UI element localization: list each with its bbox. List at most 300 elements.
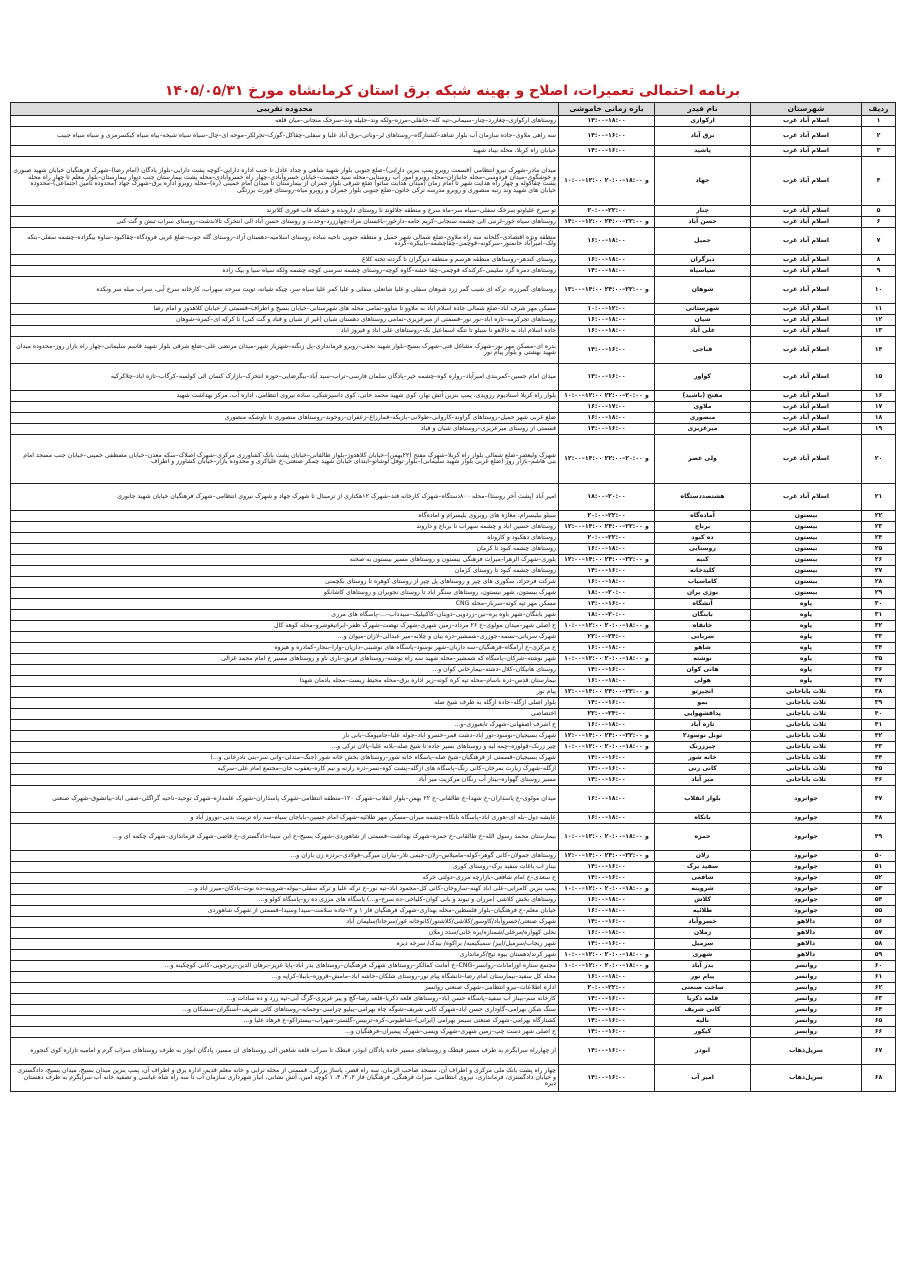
city-cell: پاوه xyxy=(751,610,862,621)
area-cell: چهار راه پشت بانک ملی مرکزی و اطراف آن، مسجد صاحب الزمان، سه راه قصر، پاساژ بزرگی، قسمتی از محله ترابی و خانه معلم قدیم، اداره برق و اطراف آن، پمپ بنزین میدان بسیج، میدان بسیج، دادگستری و خیابان دادگستری، فرمانداری، نیروی انتظامی، میراث فرهنگی، فرهنگیان فاز ۲، ۳، ۴، ۱ کوچه امین، آتش نشانی، انبار شهرداری سازمان آب تا سه راه شاه عباسی و تصفیه خانه آب سرابگرم به طرف دهستان دیره xyxy=(11,1065,559,1092)
table-row xyxy=(11,577,896,588)
outage-time-cell: ۱۴:۰۰–۱۶:۰۰ xyxy=(559,337,655,364)
table-row xyxy=(11,764,896,775)
area-cell: خ اشرف اصفهانی–شهرک تابعیوری–و... xyxy=(11,720,559,731)
feeder-cell: ارکوازی xyxy=(655,116,751,127)
row-number-cell: ۵۰ xyxy=(862,851,896,862)
row-number-cell: ۴۴ xyxy=(862,753,896,764)
table-row xyxy=(11,266,896,277)
table-row xyxy=(11,775,896,786)
feeder-cell: کلیدخانه xyxy=(655,566,751,577)
feeder-cell: پاشید xyxy=(655,146,751,157)
feeder-cell: بابنگان xyxy=(655,610,751,621)
city-cell: اسلام آباد غرب xyxy=(751,435,862,484)
city-cell: اسلام آباد غرب xyxy=(751,206,862,217)
table-row xyxy=(11,917,896,928)
table-row xyxy=(11,533,896,544)
row-number-cell: ۴۰ xyxy=(862,709,896,720)
outage-time-cell: ۱۰:۰۰–۱۲:۰۰ و ۱۸:۰۰–۲۰:۰۰ xyxy=(559,654,655,665)
city-cell: جوانرود xyxy=(751,786,862,813)
row-number-cell: ۲۸ xyxy=(862,577,896,588)
row-number-cell: ۶۵ xyxy=(862,1016,896,1027)
city-cell: بیستون xyxy=(751,577,862,588)
outage-time-cell: ۱۸:۰۰–۲۰:۰۰ xyxy=(559,484,655,511)
area-cell: خ مرکزی–خ آرامگاه–فرهنگیان–سه داربان–شهر نوسود–پاسگاه های نوشینی–داریان–وارا–بنجار–کمادره و هیروه xyxy=(11,643,559,654)
outage-time-cell: ۲۰:۰۰–۲۲:۰۰ xyxy=(559,206,655,217)
feeder-cell: خانقاه xyxy=(655,621,751,632)
feeder-cell: روستایی xyxy=(655,544,751,555)
row-number-cell: ۱۰ xyxy=(862,277,896,304)
row-number-cell: ۶۶ xyxy=(862,1027,896,1038)
table-row xyxy=(11,610,896,621)
city-cell: روانسر xyxy=(751,1005,862,1016)
area-cell: عایشه دول–بله ای–هوری اباد–پاسگاه بانکاه–چشمه میران–مسکن مهر طلائیه–شهرک امام حسین–باباجان سیاه–سه راه تربیت بدنی–نوروز آباد و xyxy=(11,813,559,824)
row-number-cell: ۱۲ xyxy=(862,315,896,326)
city-cell: جوانرود xyxy=(751,895,862,906)
schedule-document xyxy=(10,80,895,1092)
outage-time-cell: ۱۶:۰۰–۱۸:۰۰ xyxy=(559,255,655,266)
feeder-cell: زلان xyxy=(655,851,751,862)
table-row xyxy=(11,217,896,228)
city-cell: بیستون xyxy=(751,511,862,522)
area-cell: شهر کرند/دهستان بیوه نیج/کرمانداری xyxy=(11,950,559,961)
city-cell: جوانرود xyxy=(751,862,862,873)
area-cell: خیابان راه کربلا، محله بیناد شهید xyxy=(11,146,559,157)
table-row xyxy=(11,687,896,698)
city-cell: پاوه xyxy=(751,654,862,665)
feeder-cell: آتشگاه xyxy=(655,599,751,610)
area-cell: کشتارگاه بهرامی–شهرک صنعتی سیمر بهرامی (ایرانی)–شاطیونی–کره–تربیس–گلستر–شهراب–بیستراکو–خ فرهاد علیا و... xyxy=(11,1016,559,1027)
feeder-cell: کلاش xyxy=(655,895,751,906)
feeder-cell: هانی کوان xyxy=(655,665,751,676)
table-row xyxy=(11,127,896,146)
feeder-cell: حمیل xyxy=(655,228,751,255)
feeder-cell: علی آباد xyxy=(655,326,751,337)
row-number-cell: ۳۹ xyxy=(862,698,896,709)
outage-time-cell: ۲۲:۰۰–۲۴:۰۰ xyxy=(559,632,655,643)
row-number-cell: ۱ xyxy=(862,116,896,127)
row-number-cell: ۵۴ xyxy=(862,895,896,906)
table-row xyxy=(11,228,896,255)
feeder-cell: ساخت صنعتی xyxy=(655,983,751,994)
city-cell: اسلام آباد غرب xyxy=(751,228,862,255)
area-cell: روستاهای دمره گرد سلیمی–کرکندکه قوچمی–چقا حشه–گاوه کوچه–روستای چشمه سرسی کوچه چشمه ولکه سیاه سیا و بیک زاده xyxy=(11,266,559,277)
row-number-cell: ۳۸ xyxy=(862,687,896,698)
table-row xyxy=(11,435,896,484)
area-cell: مسکن مهر تپه کوته–سرباز–محله CNG xyxy=(11,599,559,610)
row-number-cell: ۵۱ xyxy=(862,862,896,873)
city-cell: دالاهو xyxy=(751,917,862,928)
area-cell: نخلی کهواره/مرخلی/شمنازه/بره خانی/سدد زملان xyxy=(11,928,559,939)
area-cell: شهر نوشته–شرکان–پاسگاه که شمشیر–محله شهید سه راه نوشته–روستاهای فرنق–ناری ناو و روستاهای مسیر خ امام محمد غزالی xyxy=(11,654,559,665)
outage-time-cell: ۱۴:۰۰–۱۲:۰۰ و ۲۲:۰۰–۲۴:۰۰ xyxy=(559,217,655,228)
outage-time-cell: ۱۴:۰۰–۱۶:۰۰ xyxy=(559,599,655,610)
feeder-cell: دیزگران xyxy=(655,255,751,266)
feeder-cell: سفید برک xyxy=(655,862,751,873)
city-cell: پاوه xyxy=(751,632,862,643)
feeder-cell: بانکاه xyxy=(655,813,751,824)
outage-time-cell: ۱۴:۰۰–۱۶:۰۰ xyxy=(559,424,655,435)
feeder-cell: حمزه xyxy=(655,824,751,851)
row-number-cell: ۶۲ xyxy=(862,983,896,994)
outage-time-cell: ۱۸:۰۰–۲۰:۰۰ xyxy=(559,588,655,599)
area-cell: روستاهای ارکوازی–چغازرد–چنار–سیمانی–تپه کله–خانقلی–مرزه–ولکه وند–جلیله وند–سرخک منجانی–میان قلعه xyxy=(11,116,559,127)
row-number-cell: ۴۶ xyxy=(862,775,896,786)
row-number-cell: ۳۴ xyxy=(862,643,896,654)
area-cell: پیام نور xyxy=(11,687,559,698)
row-number-cell: ۴ xyxy=(862,157,896,206)
row-number-cell: ۴۵ xyxy=(862,764,896,775)
table-row xyxy=(11,731,896,742)
outage-time-cell: ۱۴:۰۰–۱۶:۰۰ xyxy=(559,127,655,146)
city-cell: دالاهو xyxy=(751,950,862,961)
area-cell: خیابان معلم–خ فرهنگیان–بلوار فلسطین–محله بهداری–شهرک فرهنگیان فاز ۱ و ۲–جاده سلامت–سیدا وسیدا–قسمتی از شهرک شاهوردی xyxy=(11,906,559,917)
outage-time-cell: ۱۰:۰۰–۱۲:۰۰ و ۱۸:۰۰–۲۰:۰۰ xyxy=(559,157,655,206)
table-row xyxy=(11,304,896,315)
city-cell: پاوه xyxy=(751,621,862,632)
city-cell: ثلاث باباجانی xyxy=(751,731,862,742)
outage-time-cell: ۱۴:۰۰–۱۶:۰۰ xyxy=(559,146,655,157)
table-row xyxy=(11,206,896,217)
area-cell: منطقه ونژه اقتصادی–گلخانه سه راه ملاوی–ضلع شمالی شهر حمیل و منطقه جنوبی ناحیه ساده روستای اسلامیه–دهستان آزاد–روستای گله جوب–ضلع غربی فرودگاه–چقاکبود–ساوه بیگزاده–چشمه سفلی–بنکه ولک–امیرآباد خانمنور–سرکونه–قوچمی–چقاچشمه–بابیکره–کرده xyxy=(11,228,559,255)
outage-time-cell: ۱۴:۰۰–۱۸:۰۰ xyxy=(559,116,655,127)
table-row xyxy=(11,1005,896,1016)
city-cell: دالاهو xyxy=(751,939,862,950)
city-cell: اسلام آباد غرب xyxy=(751,326,862,337)
feeder-cell: چنار xyxy=(655,206,751,217)
area-cell: مسکن مهر شرف اباد–ضلع شمالی جاده اسلام اباد به ملاوو تا ساوو–تمامی محله های شهرستانی–خیابان بسیج و اطراف–قسمتی از خیابان کلاهدوز و امام رضا xyxy=(11,304,559,315)
outage-time-cell: ۱۴:۰۰–۱۶:۰۰ xyxy=(559,775,655,786)
area-cell: مسیر روستای گهواره–بیناز آب رنگان مرکزیت میر آباد xyxy=(11,775,559,786)
outage-time-cell: ۱۶:۰۰–۱۸:۰۰ xyxy=(559,906,655,917)
feeder-cell: کنبه xyxy=(655,555,751,566)
row-number-cell: ۳۶ xyxy=(862,665,896,676)
area-cell: قسمتی از روستای میرعزیزی–روستاهای شیان و قباد xyxy=(11,424,559,435)
city-cell: اسلام آباد غرب xyxy=(751,157,862,206)
city-cell: جوانرود xyxy=(751,884,862,895)
outage-time-cell: ۱۲:۰۰–۱۴:۰۰ و ۲۲:۰۰–۲۴:۰۰ xyxy=(559,277,655,304)
outage-time-cell: ۱۰:۰۰–۱۲:۰۰ و ۱۸:۰۰–۲۰:۰۰ xyxy=(559,621,655,632)
row-number-cell: ۳۲ xyxy=(862,621,896,632)
row-number-cell: ۸ xyxy=(862,255,896,266)
outage-time-cell: ۱۶:۰۰–۱۸:۰۰ xyxy=(559,228,655,255)
city-cell: جوانرود xyxy=(751,906,862,917)
city-cell: بیستون xyxy=(751,522,862,533)
row-number-cell: ۱۸ xyxy=(862,413,896,424)
row-number-cell: ۳۷ xyxy=(862,676,896,687)
area-cell: سه راهی ملاوی–جاده سازمان آب بلوار شاهد–کشتارگاه–روستاهای لر–وناتی–برق آباد علیا و سفلی–چقاکل–گورک–تجرلکر–موحه ای–چال–سیاه سیاه شیخه–بیاه سیاه کیکسرمزی و سیاه سیاه جبیب xyxy=(11,127,559,146)
city-cell: اسلام آباد غرب xyxy=(751,315,862,326)
city-cell: بیستون xyxy=(751,533,862,544)
header-area: محدوده تقریبی xyxy=(11,103,559,116)
city-cell: اسلام آباد غرب xyxy=(751,402,862,413)
area-cell: مجتمع ستاره اورامانات–روانسر–CNG–خ آمانت کمالکر–روستاهای شهرک فرهنگیان–روستاهای بدر اباد–پاپا عزیز–برهان الدین–زیرجوبی–کانی کوچکینه و... xyxy=(11,961,559,972)
city-cell: اسلام آباد غرب xyxy=(751,255,862,266)
table-row xyxy=(11,1038,896,1065)
feeder-cell: ملاوی xyxy=(655,402,751,413)
area-cell: روستاهای حسین اباد و چشمه سهراب تا برناج و داروند xyxy=(11,522,559,533)
row-number-cell: ۱۴ xyxy=(862,337,896,364)
row-number-cell: ۵۶ xyxy=(862,917,896,928)
outage-time-cell: ۱۶:۰۰–۱۸:۰۰ xyxy=(559,676,655,687)
row-number-cell: ۲۰ xyxy=(862,435,896,484)
feeder-cell: آماده‌گاه xyxy=(655,511,751,522)
outage-time-cell: ۱۴:۰۰–۱۶:۰۰ xyxy=(559,939,655,950)
table-row xyxy=(11,1016,896,1027)
area-cell: بدره ای–مسکن مهر نور–شهرک مشاغل فنی–شهرک بسیج–بلوار شهید نجفی–روبرو فرماندازی–پل زنگنه–شهریار شهر–میدان مرتضی علی–ضلع شرقی بلوار شهید قاسم سلیمانی–چهار راه بازار روز–محدوده میدان شهید بهشتی و بلوار پیام نور xyxy=(11,337,559,364)
city-cell: پاوه xyxy=(751,665,862,676)
feeder-cell: ابوذر xyxy=(655,1038,751,1065)
feeder-cell: شهرستانی xyxy=(655,304,751,315)
area-cell: شهر ریجاب/سرمیل/ابیز/ سمیکیمیه/ براکوه/ بیدک/ سرخه دیزه xyxy=(11,939,559,950)
city-cell: روانسر xyxy=(751,994,862,1005)
table-row xyxy=(11,621,896,632)
table-row xyxy=(11,413,896,424)
row-number-cell: ۲۷ xyxy=(862,566,896,577)
row-number-cell: ۳۰ xyxy=(862,599,896,610)
table-body xyxy=(11,116,896,1092)
feeder-cell: شافعی xyxy=(655,873,751,884)
feeder-cell: بمو xyxy=(655,698,751,709)
feeder-cell: پداقشهوایی xyxy=(655,709,751,720)
city-cell: بیستون xyxy=(751,566,862,577)
outage-time-cell: ۱۶:۰۰–۱۸:۰۰ xyxy=(559,643,655,654)
table-row xyxy=(11,337,896,364)
city-cell: روانسر xyxy=(751,1016,862,1027)
area-cell: بیناز اب باغات سفید برک–روستای کوری xyxy=(11,862,559,873)
header-row-number: ردیف xyxy=(862,103,896,116)
table-row xyxy=(11,824,896,851)
outage-time-cell: ۱۶:۰۰–۱۸:۰۰ xyxy=(559,813,655,824)
feeder-cell: پیام نور xyxy=(655,972,751,983)
area-cell: شهرک بیستون، شهر بیستون، روستاهای سنگر اباد تا روستای نجوبران و روستاهای کاشانکو xyxy=(11,588,559,599)
row-number-cell: ۶۴ xyxy=(862,1005,896,1016)
city-cell: ثلاث باباجانی xyxy=(751,753,862,764)
row-number-cell: ۳ xyxy=(862,146,896,157)
area-cell: میدان مادر–شهرک نیرو انتظامی (قسمت روبرو پمپ بنزین دارایی)–ضلع جنوبی بلوار شهید شاهی و جداد عادل تا جنب اداره دارایی–کوچه پشت دارایی–بلوار پادگان (امام رضا)–شهرک فرهنگیان خیابان شهید صبوری و خوشگوی–میدان فردوسی–محله جانبازان–محله روبرو امور آب روستایی–محله سید حشمت–خیابان خسروآبادی–چهار راه خسروآبادی–محله پشت بیمارستان جنب دیوار بیمارستان–بلوار معلم تا چهار راه محله پشت چقاکوله و چهار راه هدایت شهر تا امام زمان (میدان هدایت ساتو) ضلع شرقی بلوار جمران از بیمارستان تا میدان امام خمینی (ره)–محله روبرو اداره برق–شهرک جهاد (محدوده تامین اجتماعی)–محدوده خیابان های شهید وند رتبه منصوری و روبرو مدرسه ترکی خاتون–ضلع جنوبی بلوار جمران و روبرو میاه–روستای قورت برزنگی xyxy=(11,157,559,206)
area-cell: روستاهای سیاه خور–لرنبی الی چشمه سنجابی–کریم حامه–دارخور–باغستان مراد–چهارزرد–وحدت و روستای حسن آباد الی انتخرک تالاندشت–روستای سراب تبش و گت کنی xyxy=(11,217,559,228)
area-cell: بلوری–شهرک الزهرا–میراث فرهنگی بیستون و روستاهای مسیر بیستون به صحنه xyxy=(11,555,559,566)
table-row xyxy=(11,1027,896,1038)
area-cell: بلوار اصلی ازگله–جاده ازگله به طرف شیخ صله xyxy=(11,698,559,709)
feeder-cell: حسن آباد xyxy=(655,217,751,228)
row-number-cell: ۴۳ xyxy=(862,742,896,753)
area-cell: پمپ بنزین کامرانی–علی اباد کهنه–ساروخان–کانی کل–محمود اباد–تپه نور–خ ترکه علیا و ترکه سفلی–بیوله–شروینه–ده نوت–بادکان–میرز اباد و... xyxy=(11,884,559,895)
table-row xyxy=(11,939,896,950)
row-number-cell: ۲۳ xyxy=(862,522,896,533)
feeder-cell: شیان xyxy=(655,315,751,326)
feeder-cell: هولی xyxy=(655,676,751,687)
row-number-cell: ۱۶ xyxy=(862,391,896,402)
row-number-cell: ۲۹ xyxy=(862,588,896,599)
table-row xyxy=(11,983,896,994)
outage-time-cell: ۲۰:۰۰–۲۲:۰۰ xyxy=(559,533,655,544)
area-cell: روستاهای گمرزره، ترکه ای شیب گمر زرد شوهان سفلی و علیا شانعلی سفلی و علیا کمر علیا سیاه سر، چیکه شیانه، تویت سرحه سهراب، کارخانه سرخ آبی، سراب میله سر ونکده xyxy=(11,277,559,304)
city-cell: روانسر xyxy=(751,1027,862,1038)
outage-time-cell: ۱۴:۰۰–۱۶:۰۰ xyxy=(559,1038,655,1065)
feeder-cell: طلائیه xyxy=(655,906,751,917)
table-row xyxy=(11,720,896,731)
row-number-cell: ۶۸ xyxy=(862,1065,896,1092)
outage-time-cell: ۱۸:۰۰–۲۰:۰۰ xyxy=(559,610,655,621)
outage-time-cell: ۱۰:۰۰–۱۲:۰۰ و ۲۰:۰۰–۲۲:۰۰ xyxy=(559,391,655,402)
table-header-row xyxy=(11,103,896,116)
feeder-cell: برق آباد xyxy=(655,127,751,146)
table-row xyxy=(11,255,896,266)
row-number-cell: ۱۵ xyxy=(862,364,896,391)
city-cell: روانسر xyxy=(751,961,862,972)
table-row xyxy=(11,961,896,972)
feeder-cell: کیکور xyxy=(655,1027,751,1038)
area-cell: شهرک بسیجیان–قسمتی از فرهنگیان–شیخ صله–پاسگاه خانه شور–روستاهای بخش خانه شور (جنگ–مندلی–وانی سر–بنی نادرخانی و...) xyxy=(11,753,559,764)
area-cell: روستاهای بخش کلاشی (مرزان و نیوند و بانی کوان–کلیاخی–ده سرخ–و...) پاسگاه های مرزی ده رو–پاسگاه کولو و... xyxy=(11,895,559,906)
feeder-cell: کانی زنی xyxy=(655,764,751,775)
area-cell: بیمارستان قدس–دره باسام–محله تپه کره کوته–زیر اداره برق–محله محیط زیست–محله یادمان شهدا xyxy=(11,676,559,687)
city-cell: اسلام آباد غرب xyxy=(751,424,862,435)
table-row xyxy=(11,698,896,709)
city-cell: اسلام آباد غرب xyxy=(751,217,862,228)
table-row xyxy=(11,326,896,337)
table-row xyxy=(11,391,896,402)
table-row xyxy=(11,511,896,522)
area-cell: خ سعدی–خ امام شافعی–بازارچه مرزی–دولتی خرکه xyxy=(11,873,559,884)
outage-time-cell: ۱۴:۰۰–۱۶:۰۰ xyxy=(559,1027,655,1038)
city-cell: اسلام آباد غرب xyxy=(751,116,862,127)
area-cell: شهر بابنگان–شهر باوه بره–نین–زردویی–دوینان–کاکبیلیک–سیدداب–...–پاسگاه های مرزی xyxy=(11,610,559,621)
area-cell: روستاهای جمولان–کانی گوهر–کوله–مامیلاس–زلان–جیمی تلار–نیاران میرگی–قولادی–بردزه زن بازان و... xyxy=(11,851,559,862)
feeder-cell: انجیرتو xyxy=(655,687,751,698)
outage-time-cell: ۱۰:۰۰–۱۲:۰۰ و ۱۸:۰۰–۲۰:۰۰ xyxy=(559,742,655,753)
row-number-cell: ۵۳ xyxy=(862,884,896,895)
city-cell: دالاهو xyxy=(751,928,862,939)
row-number-cell: ۳۳ xyxy=(862,632,896,643)
outage-time-cell: ۱۰:۰۰–۱۲:۰۰ xyxy=(559,304,655,315)
area-cell: شهرک صنعتی/خسروآباد/کاوسور/کلاشی/کلاشتور/کانوخانه غور/سرجانا/سلیمان آباد xyxy=(11,917,559,928)
table-row xyxy=(11,315,896,326)
city-cell: ثلاث باباجانی xyxy=(751,698,862,709)
feeder-cell: میر آباد xyxy=(655,775,751,786)
table-row xyxy=(11,709,896,720)
table-row xyxy=(11,484,896,511)
table-row xyxy=(11,972,896,983)
outage-time-cell: ۱۴:۰۰–۱۶:۰۰ xyxy=(559,665,655,676)
outage-time-cell: ۱۶:۰۰–۱۸:۰۰ xyxy=(559,326,655,337)
table-row xyxy=(11,862,896,873)
header-city: شهرستان xyxy=(751,103,862,116)
table-row xyxy=(11,994,896,1005)
table-row xyxy=(11,157,896,206)
city-cell: بیستون xyxy=(751,544,862,555)
outage-time-cell: ۱۰:۰۰–۱۲:۰۰ و ۱۸:۰۰–۲۰:۰۰ xyxy=(559,950,655,961)
table-row xyxy=(11,851,896,862)
outage-time-cell: ۱۲:۰۰–۱۴:۰۰ و ۲۲:۰۰–۲۴:۰۰ xyxy=(559,851,655,862)
city-cell: اسلام آباد غرب xyxy=(751,127,862,146)
outage-time-cell: ۱۴:۰۰–۱۶:۰۰ xyxy=(559,1016,655,1027)
city-cell: روانسر xyxy=(751,983,862,994)
city-cell: بیستون xyxy=(751,588,862,599)
table-row xyxy=(11,146,896,157)
row-number-cell: ۳۱ xyxy=(862,610,896,621)
outage-time-cell: ۱۴:۰۰–۱۶:۰۰ xyxy=(559,917,655,928)
table-row xyxy=(11,742,896,753)
area-cell: بیمارستان محمد رسول الله–خ طالقانی–خ حمزه–شهرک بهداشت–قسمتی از شاهوردی–شهرک بسیج–خ ابن سینا–دادگستری–خ قاضی–شهرک فرماندازی–شهرک چکمه ای و... xyxy=(11,824,559,851)
row-number-cell: ۵۷ xyxy=(862,928,896,939)
feeder-cell: سرمیل xyxy=(655,939,751,950)
feeder-cell: تونل نوسود۲ xyxy=(655,731,751,742)
outage-time-cell: ۱۶:۰۰–۱۸:۰۰ xyxy=(559,720,655,731)
table-row xyxy=(11,786,896,813)
table-row xyxy=(11,277,896,304)
area-cell: چیر زرنک–قولوره–چمه لیه و روستاهای بسیر جاده تا شیخ صله–بلانه علیا–پالان ترکی و... xyxy=(11,742,559,753)
outage-time-cell: ۱۶:۰۰–۱۸:۰۰ xyxy=(559,315,655,326)
area-cell: روستاهای چشمه کبود تا کرمان xyxy=(11,544,559,555)
area-cell: شهرک سربانی–نسمه–جوزری–شمشیر–دره بیان و چلانه–میر عبدالی–لازان–میوان و... xyxy=(11,632,559,643)
city-cell: اسلام آباد غرب xyxy=(751,146,862,157)
row-number-cell: ۲ xyxy=(862,127,896,146)
table-row xyxy=(11,906,896,917)
area-cell: میدان امام حسین–کمربندی امیرآباد–رواره کوه–چشمه خیر–پادگان سلمان فارسی–تراب–سید آباد–بیگرضایی–حوزه انتخرک–بازارک کسان الی کولسه–کرگاب–تازه اباد–چلاکرکیه xyxy=(11,364,559,391)
area-cell: شهرک ولیعصر–ضلع شمالی بلوار راه کربلا–شهرک مفتح (۲۲بهمن)–خیابان کلاهدوز–بلوار طالقانی–خیابان پشت بانک کشاورزی مرکزی–شهرک اصلاک–سکه معدن–خیابان مصطفی خمینی–خیابان جنب مسجد امام بنی هاشم–بازار روز (ضلع غربی بلوار شهید سلیمانی)–بلوار توفل لوشاتو–ابتدای خیابان شهید چمکر صنعتی–خ علیاکری و محدوده بازار–خیابان کشاورز و اطراف xyxy=(11,435,559,484)
area-cell: از چهارراه سرابگرم به طرف مسیر قبطک و روستاهای مسیر جاده پادگان ابوذر، قبطک تا سراب قلعه شاهین الی روستاهای ان مسیر، پادگان ابوذر به طرف روستاهای سراب گرم و امامیه تازاره کوی کنجوره xyxy=(11,1038,559,1065)
feeder-cell: بلوار انقلاب xyxy=(655,786,751,813)
city-cell: روانسر xyxy=(751,972,862,983)
outage-time-cell: ۱۴:۰۰–۱۶:۰۰ xyxy=(559,698,655,709)
table-row xyxy=(11,116,896,127)
city-cell: پاوه xyxy=(751,676,862,687)
table-row xyxy=(11,424,896,435)
row-number-cell: ۵۲ xyxy=(862,873,896,884)
row-number-cell: ۲۱ xyxy=(862,484,896,511)
outage-time-cell: ۱۲:۰۰–۱۴:۰۰ و ۲۲:۰۰–۲۴:۰۰ xyxy=(559,555,655,566)
area-cell: اختصاصی xyxy=(11,709,559,720)
row-number-cell: ۲۲ xyxy=(862,511,896,522)
outage-time-cell: ۱۴:۰۰–۱۶:۰۰ xyxy=(559,753,655,764)
area-cell: روستاهای چشمه کبود تا روستای کرمان xyxy=(11,566,559,577)
feeder-cell: برناج xyxy=(655,522,751,533)
feeder-cell: نالیه xyxy=(655,1016,751,1027)
area-cell: ازگله–شهرک زیارت نمرخان–کانی رنگ–پاسگاه های ازگله–پشت کوه–نسر–دره رازنه و نیم کاره–یعقوب جان–مجتمع امام علی–سرکیه xyxy=(11,764,559,775)
outage-time-cell: ۱۶:۰۰–۱۷:۰۰ xyxy=(559,402,655,413)
feeder-cell: شاهو xyxy=(655,643,751,654)
city-cell: ثلاث باباجانی xyxy=(751,775,862,786)
header-outage-time: بازه زمانی خاموشی xyxy=(559,103,655,116)
city-cell: جوانرود xyxy=(751,824,862,851)
area-cell: ضلع غربی شهر حمیل–روستاهای گراوند–کاروانی–طولانی–بازیکه–قمارزاغ–زعفران–روخوند–روستاهای منصوری تا ناوشکه منصوری xyxy=(11,413,559,424)
feeder-cell: سربانی xyxy=(655,632,751,643)
area-cell xyxy=(11,402,559,413)
row-number-cell: ۶ xyxy=(862,217,896,228)
outage-time-cell: ۱۲:۰۰–۱۴:۰۰ و ۲۰:۰۰–۲۲:۰۰ xyxy=(559,435,655,484)
row-number-cell: ۹ xyxy=(862,266,896,277)
area-cell: روستای کندهر–روستاهای منطقه هرسم و منطقه دیزگران تا گردنه تخته کلاغ xyxy=(11,255,559,266)
area-cell: خ اصلی شهر–میدان مولوی–خ ۲۶ مرداد–زمین شهری–شهرک نهضت–شهرک ظفر–ابراتیغوشرو–محله کوهه کال xyxy=(11,621,559,632)
area-cell: روستای هانیکان–کلال–دشته–بیمارخانی کوان و... xyxy=(11,665,559,676)
outage-time-cell: ۱۴:۰۰–۱۶:۰۰ xyxy=(559,873,655,884)
row-number-cell: ۶۰ xyxy=(862,961,896,972)
outage-time-cell: ۱۴:۰۰–۱۶:۰۰ xyxy=(559,862,655,873)
table-row xyxy=(11,544,896,555)
city-cell: بیستون xyxy=(751,555,862,566)
row-number-cell: ۴۲ xyxy=(862,731,896,742)
table-row xyxy=(11,813,896,824)
outage-time-cell: ۱۶:۰۰–۱۸:۰۰ xyxy=(559,413,655,424)
feeder-cell: کانی شریف xyxy=(655,1005,751,1016)
outage-time-cell: ۱۲:۰۰–۱۴:۰۰ و ۲۲:۰۰–۲۴:۰۰ xyxy=(559,731,655,742)
table-row xyxy=(11,588,896,599)
table-row xyxy=(11,555,896,566)
city-cell: اسلام آباد غرب xyxy=(751,484,862,511)
outage-time-cell: ۱۴:۰۰–۱۶:۰۰ xyxy=(559,1005,655,1016)
